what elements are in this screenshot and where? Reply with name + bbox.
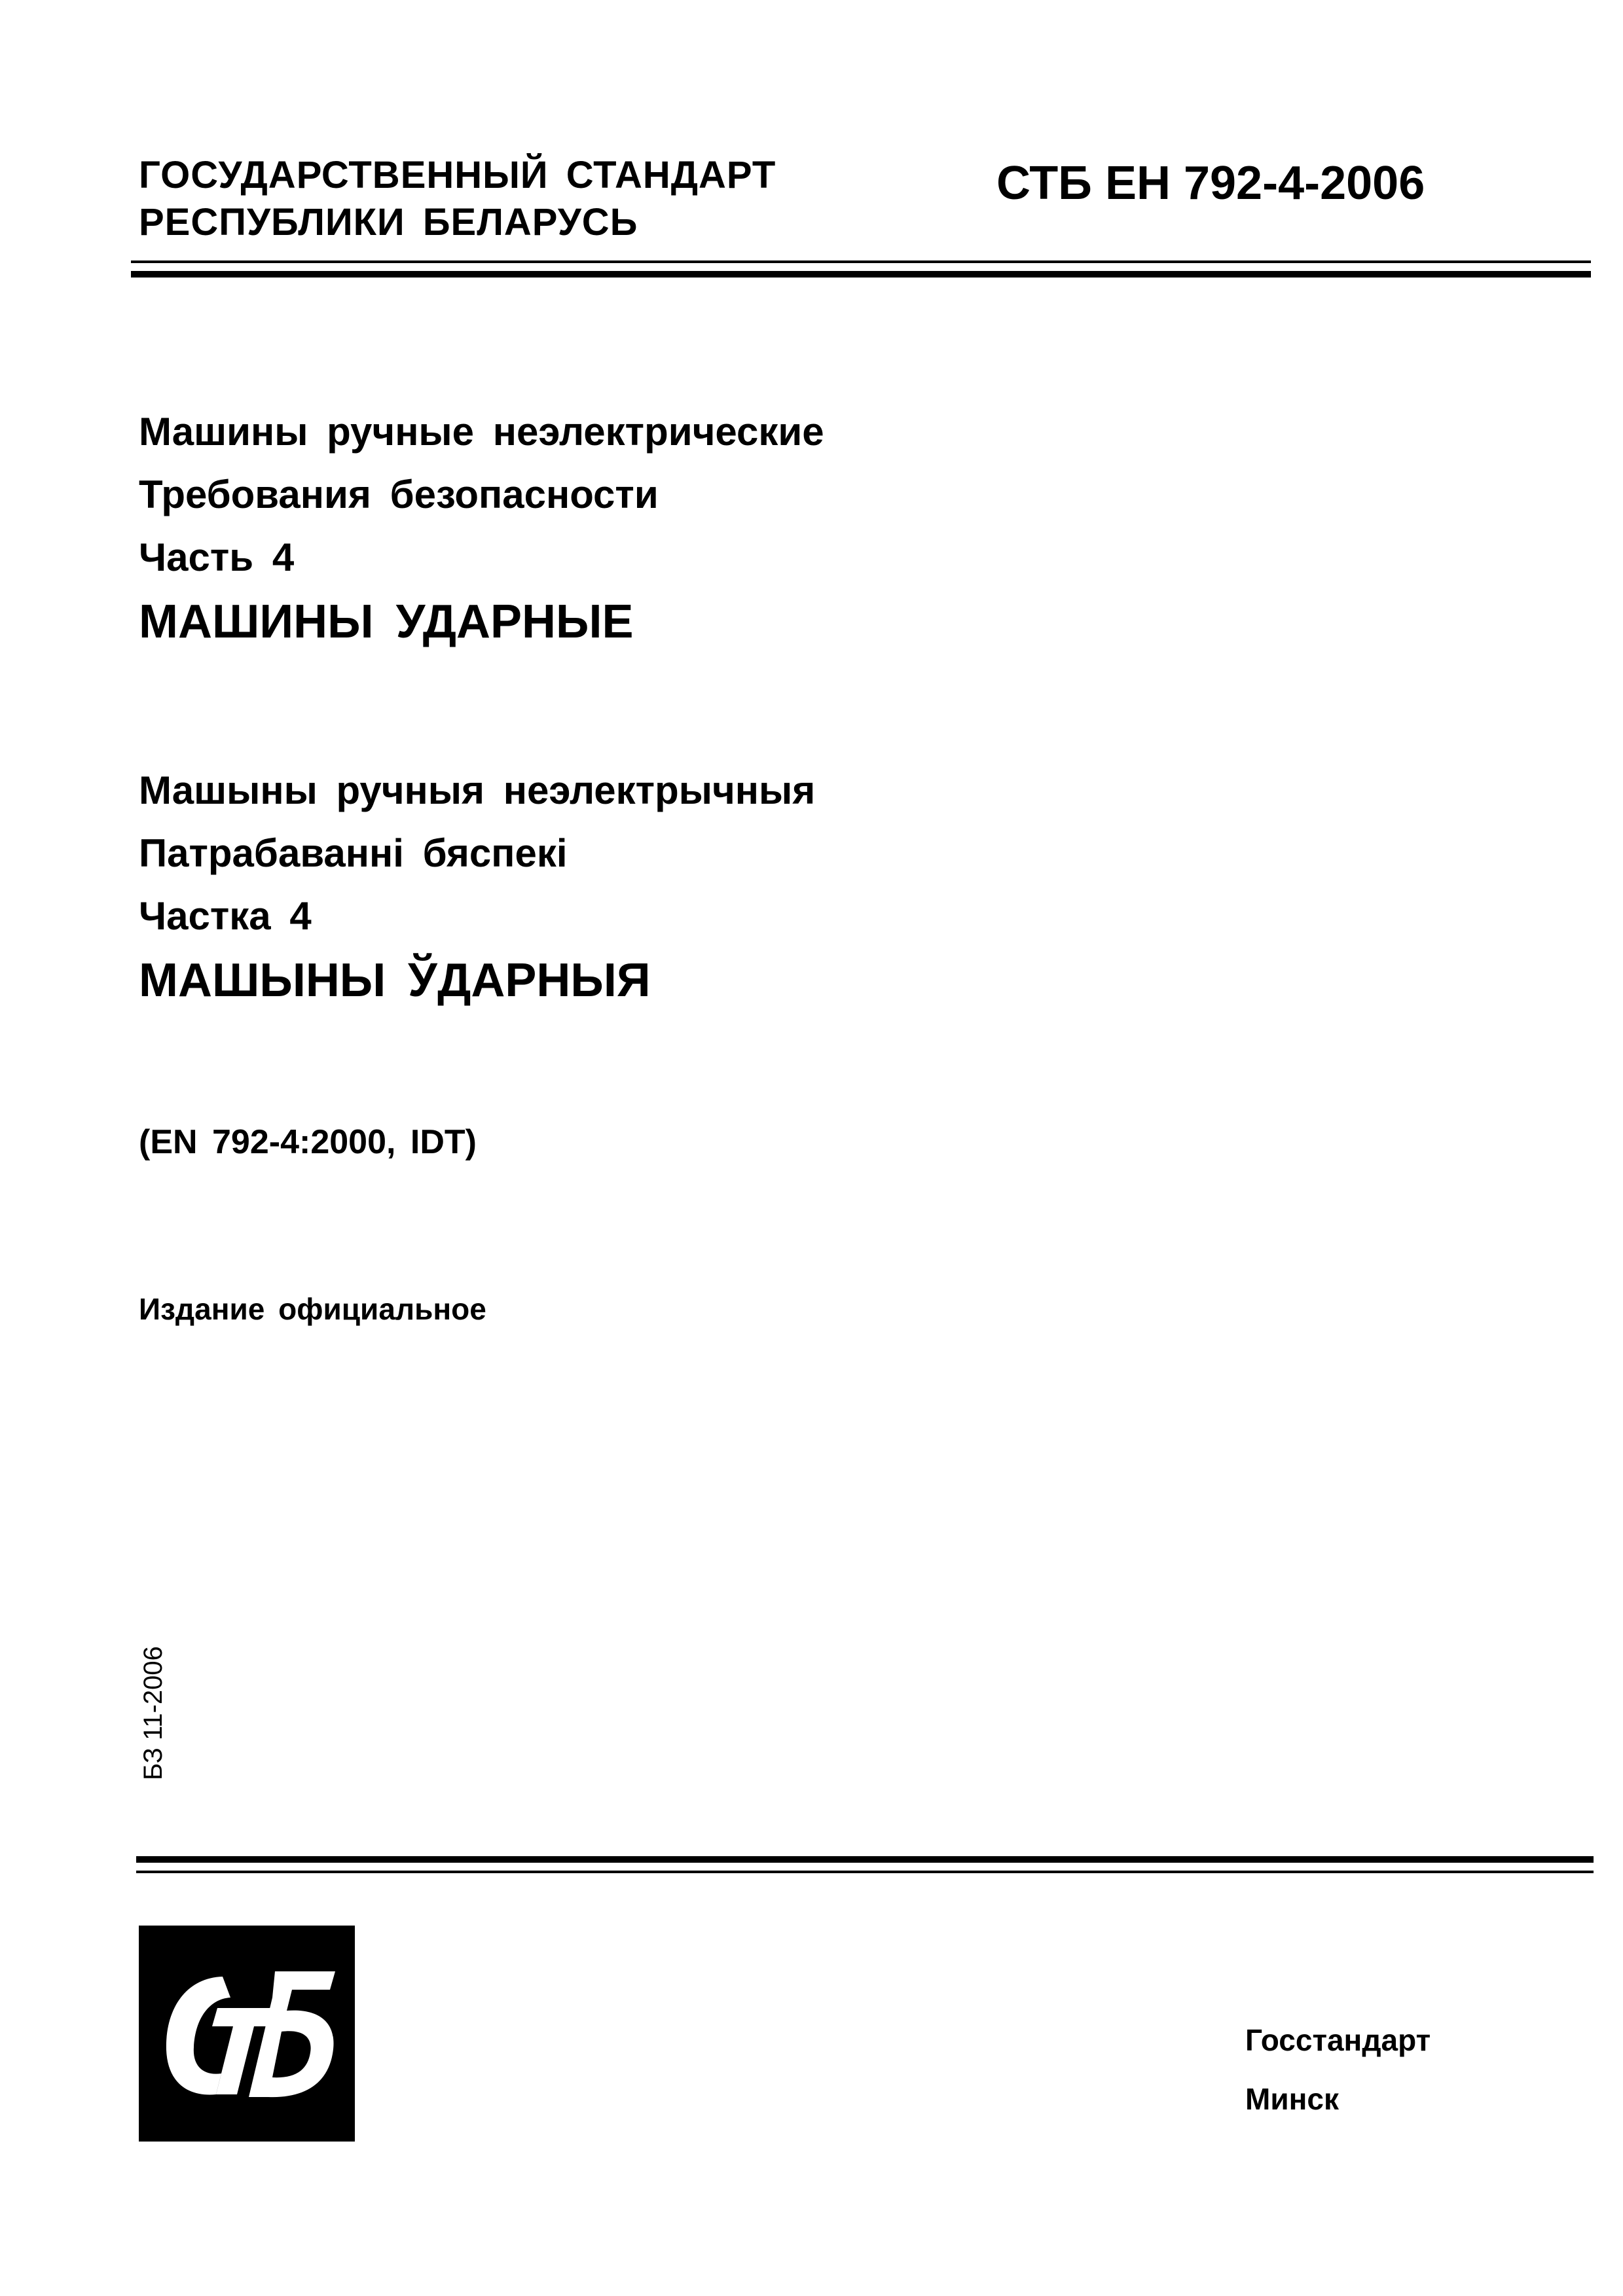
title-ru-line-2: Требования безопасности xyxy=(139,473,659,516)
stb-logo-icon xyxy=(139,1926,355,2142)
bottom-rule-thick xyxy=(136,1856,1594,1863)
top-rule-thin xyxy=(131,260,1591,263)
issuing-organization xyxy=(139,152,859,246)
title-by-line-2: Патрабаванні бяспекі xyxy=(139,831,568,875)
title-by-line-1: Машыны ручныя неэлектрычныя xyxy=(139,768,816,812)
edition-label: Издание официальное xyxy=(139,1292,486,1326)
publisher-city: Минск xyxy=(1245,2082,1339,2116)
standard-designation: СТБ ЕН 792-4-2006 xyxy=(996,157,1425,209)
title-by-line-3: Частка 4 xyxy=(139,894,312,938)
title-russian xyxy=(139,401,824,655)
title-ru-line-3: Часть 4 xyxy=(139,535,295,579)
title-ru-line-1: Машины ручные неэлектрические xyxy=(139,410,824,454)
stb-logo xyxy=(139,1926,355,2142)
title-by-line-4: МАШЫНЫ ЎДАРНЫЯ xyxy=(139,954,651,1007)
top-rule-thick xyxy=(131,271,1591,278)
organization-line-2: РЕСПУБЛИКИ БЕЛАРУСЬ xyxy=(139,201,638,243)
side-code: БЗ 11-2006 xyxy=(139,1646,168,1780)
bottom-rule-thin xyxy=(136,1871,1594,1873)
publisher-name: Госстандарт xyxy=(1245,2023,1431,2057)
organization-line-1: ГОСУДАРСТВЕННЫЙ СТАНДАРТ xyxy=(139,154,776,196)
international-reference: (EN 792-4:2000, IDT) xyxy=(139,1123,477,1161)
title-ru-line-4: МАШИНЫ УДАРНЫЕ xyxy=(139,596,634,648)
title-belarusian xyxy=(139,759,815,1013)
publisher xyxy=(1245,2011,1431,2128)
